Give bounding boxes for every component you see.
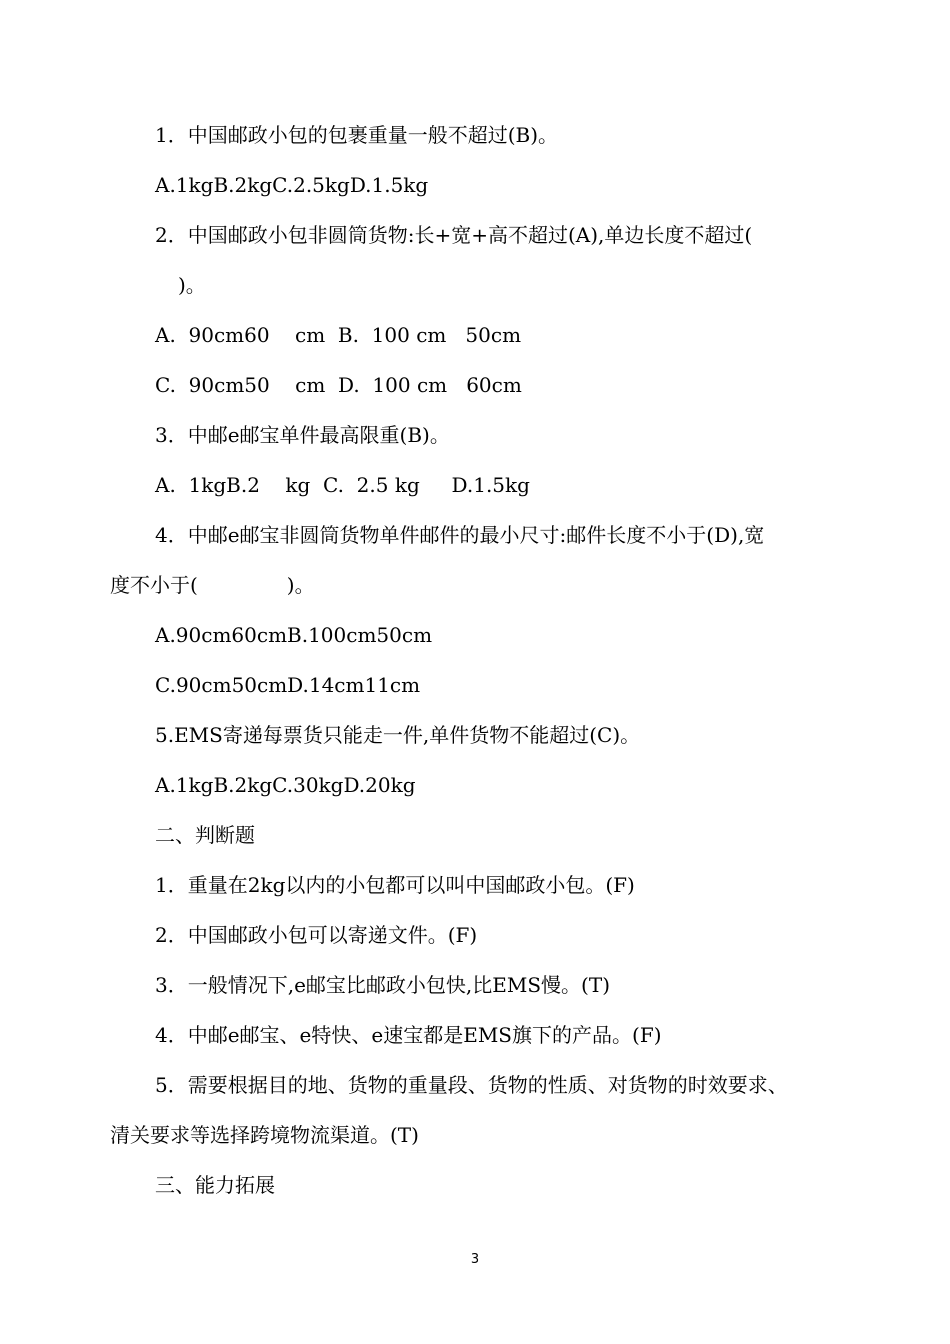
tf-question-3: 3．一般情况下,e邮宝比邮政小包快,比EMS慢。(T) (155, 973, 610, 997)
question-2-continuation: )。 (178, 273, 206, 297)
question-4: 4．中邮e邮宝非圆筒货物单件邮件的最小尺寸:邮件长度不小于(D),宽 (155, 523, 765, 547)
tf-question-4: 4．中邮e邮宝、e特快、e速宝都是EMS旗下的产品。(F) (155, 1023, 662, 1047)
question-4-options-cd: C.90cm50cmD.14cm11cm (155, 673, 421, 697)
question-2: 2．中国邮政小包非圆筒货物:长+宽+高不超过(A),单边长度不超过( (155, 223, 753, 247)
tf-question-1: 1．重量在2kg以内的小包都可以叫中国邮政小包。(F) (155, 873, 635, 897)
question-1: 1．中国邮政小包的包裹重量一般不超过(B)。 (155, 123, 559, 147)
question-5-options: A.1kgB.2kgC.30kgD.20kg (155, 773, 416, 797)
page-number: 3 (470, 1252, 480, 1267)
tf-question-5-continuation: 清关要求等选择跨境物流渠道。(T) (110, 1123, 419, 1147)
section-heading-extension: 三、能力拓展 (155, 1173, 275, 1197)
question-3: 3．中邮e邮宝单件最高限重(B)。 (155, 423, 450, 447)
question-1-options: A.1kgB.2kgC.2.5kgD.1.5kg (155, 173, 429, 197)
question-2-options-cd: C. 90cm50 cm D. 100 cm 60cm (155, 373, 522, 397)
question-2-options-ab: A. 90cm60 cm B. 100 cm 50cm (155, 323, 522, 347)
question-3-options: A. 1kgB.2 kg C. 2.5 kg D.1.5kg (155, 473, 530, 497)
question-5: 5.EMS寄递每票货只能走一件,单件货物不能超过(C)。 (155, 723, 641, 747)
question-4-options-ab: A.90cm60cmB.100cm50cm (155, 623, 433, 647)
tf-question-5: 5．需要根据目的地、货物的重量段、货物的性质、对货物的时效要求、 (155, 1073, 788, 1097)
tf-question-2: 2．中国邮政小包可以寄递文件。(F) (155, 923, 478, 947)
section-heading-true-false: 二、判断题 (155, 823, 255, 847)
question-4-continuation: 度不小于( )。 (110, 573, 315, 597)
